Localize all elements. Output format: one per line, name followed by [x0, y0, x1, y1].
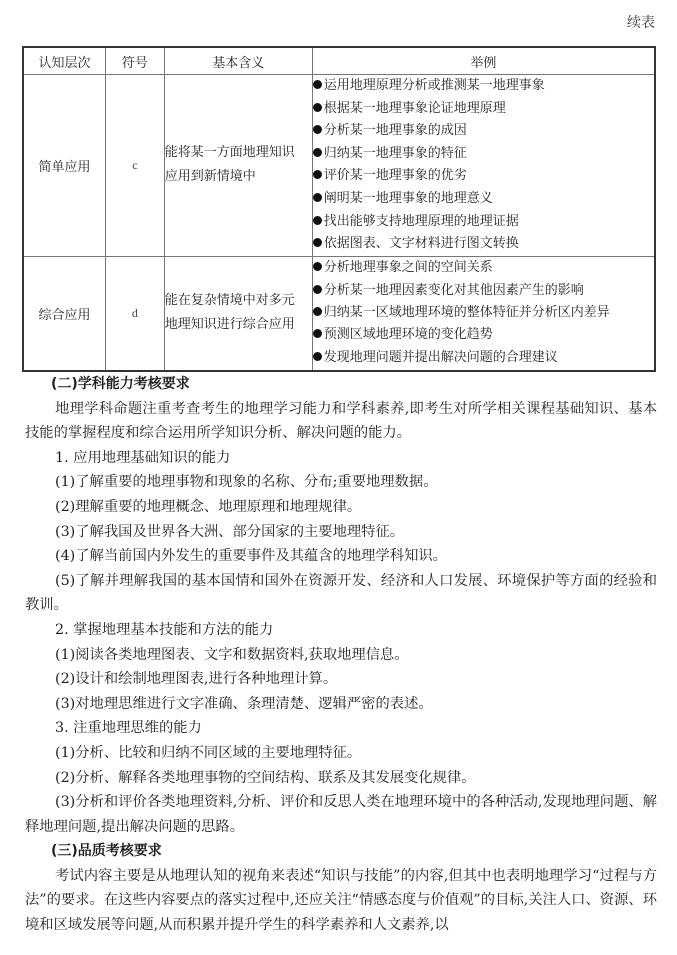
- bullet-icon: [313, 262, 322, 271]
- list-item: (1)阅读各类地理图表、文字和数据资料,获取地理信息。: [55, 646, 409, 663]
- paragraph-intro: 地理学科命题注重考查考生的地理学习能力和学科素养,即考生对所学相关课程基础知识、基本技能的掌握程度和综合运用所学知识分析、解决问题的能力。: [25, 400, 657, 442]
- meaning-line: 应用到新情境中: [164, 169, 256, 185]
- example-text: 依据图表、文字材料进行图文转换: [323, 236, 519, 252]
- example-item: [313, 257, 654, 279]
- header-meaning: 基本含义: [164, 47, 312, 75]
- bullet-icon: [313, 238, 322, 247]
- example-text: 归纳某一地理事象的特征: [323, 145, 467, 161]
- meaning-line: 能在复杂情境中对多元: [164, 293, 295, 309]
- example-item: [313, 120, 654, 143]
- bullet-icon: [313, 285, 322, 294]
- example-text: 运用地理原理分析或推测某一地理事象: [323, 78, 545, 93]
- table-row: [23, 75, 655, 257]
- list-item: (3)了解我国及世界各大洲、部分国家的主要地理特征。: [55, 523, 405, 540]
- example-text: 找出能够支持地理原理的地理证据: [323, 213, 519, 229]
- table-row: [23, 256, 655, 371]
- subsection-title: 1. 应用地理基础知识的能力: [55, 449, 231, 466]
- examples-cell: [312, 75, 655, 257]
- subsection-title: 2. 掌握地理基本技能和方法的能力: [55, 621, 274, 638]
- bullet-icon: [313, 103, 322, 112]
- list-item: (3)对地理思维进行文字准确、条理清楚、逻辑严密的表述。: [55, 695, 433, 712]
- example-item: [313, 75, 654, 98]
- body-text: [25, 372, 657, 938]
- example-item: [313, 324, 654, 346]
- list-item: (2)理解重要的地理概念、地理原理和地理规律。: [55, 498, 362, 515]
- example-item: [313, 280, 654, 302]
- list-item: (2)设计和绘制地理图表,进行各种地理计算。: [55, 671, 338, 688]
- example-item: [313, 211, 654, 234]
- example-item: [313, 302, 654, 324]
- bullet-icon: [313, 170, 322, 179]
- example-text: 分析某一地理因素变化对其他因素产生的影响: [323, 282, 584, 298]
- symbol-cell: c: [106, 75, 165, 257]
- meaning-cell: [164, 75, 312, 257]
- list-item: (2)分析、解释各类地理事物的空间结构、联系及其发展变化规律。: [55, 769, 476, 786]
- example-text: 根据某一地理事象论证地理原理: [323, 100, 506, 116]
- examples-cell: [312, 256, 655, 371]
- meaning-line: 地理知识进行综合应用: [164, 317, 295, 333]
- section-heading-quality: (三)品质考核要求: [51, 843, 162, 860]
- bullet-icon: [313, 125, 322, 134]
- list-item: (1)分析、比较和归纳不同区域的主要地理特征。: [55, 744, 362, 761]
- example-item: [313, 347, 654, 369]
- bullet-icon: [313, 193, 322, 202]
- bullet-icon: [313, 80, 322, 89]
- symbol-cell: d: [106, 256, 165, 371]
- level-cell: 简单应用: [23, 75, 106, 257]
- example-text: 阐明某一地理事象的地理意义: [323, 190, 493, 206]
- table-header-row: [23, 47, 655, 75]
- list-item: (3)分析和评价各类地理资料,分析、评价和反思人类在地理环境中的各种活动,发现地理问题、解释地理问题,提出解决问题的思路。: [25, 794, 657, 835]
- header-level: 认知层次: [23, 47, 106, 75]
- list-item: (1)了解重要的地理事物和现象的名称、分布;重要地理数据。: [55, 474, 438, 491]
- cognitive-level-table: [22, 46, 656, 372]
- section-heading-ability: (二)学科能力考核要求: [51, 376, 190, 392]
- meaning-cell: [164, 256, 312, 371]
- header-examples: 举例: [312, 47, 655, 75]
- example-text: 分析某一地理事象的成因: [323, 123, 467, 139]
- example-text: 分析地理事象之间的空间关系: [323, 260, 493, 276]
- example-text: 评价某一地理事象的优劣: [323, 168, 467, 184]
- header-symbol: 符号: [106, 47, 165, 75]
- paragraph-quality: 考试内容主要是从地理认知的视角来表述“知识与技能”的内容,但其中也表明地理学习“过程与方法”的要求。在这些内容要点的落实过程中,还应关注“情感态度与价值观”的目标,关注人口、资源、环境和区域发展等问题,从而积累并提升学生的科学素养和人文素养,以: [25, 867, 657, 934]
- bullet-icon: [313, 216, 322, 225]
- list-item: (4)了解当前国内外发生的重要事件及其蕴含的地理学科知识。: [55, 548, 447, 565]
- list-item: (5)了解并理解我国的基本国情和国外在资源开发、经济和人口发展、环境保护等方面的经验和教训。: [25, 572, 657, 614]
- example-text: 发现地理问题并提出解决问题的合理建议: [323, 349, 558, 365]
- example-item: [313, 188, 654, 211]
- bullet-icon: [313, 307, 322, 316]
- bullet-icon: [313, 329, 322, 338]
- subsection-title: 3. 注重地理思维的能力: [55, 720, 202, 737]
- example-text: 预测区域地理环境的变化趋势: [323, 327, 493, 343]
- example-item: [313, 165, 654, 188]
- meaning-line: 能将某一方面地理知识: [164, 145, 295, 161]
- example-item: [313, 143, 654, 166]
- bullet-icon: [313, 352, 322, 361]
- example-text: 归纳某一区域地理环境的整体特征并分析区内差异: [323, 305, 610, 321]
- example-item: [313, 98, 654, 121]
- bullet-icon: [313, 148, 322, 157]
- level-cell: 综合应用: [23, 256, 106, 371]
- example-item: [313, 233, 654, 256]
- continued-label: 续表: [627, 15, 655, 31]
